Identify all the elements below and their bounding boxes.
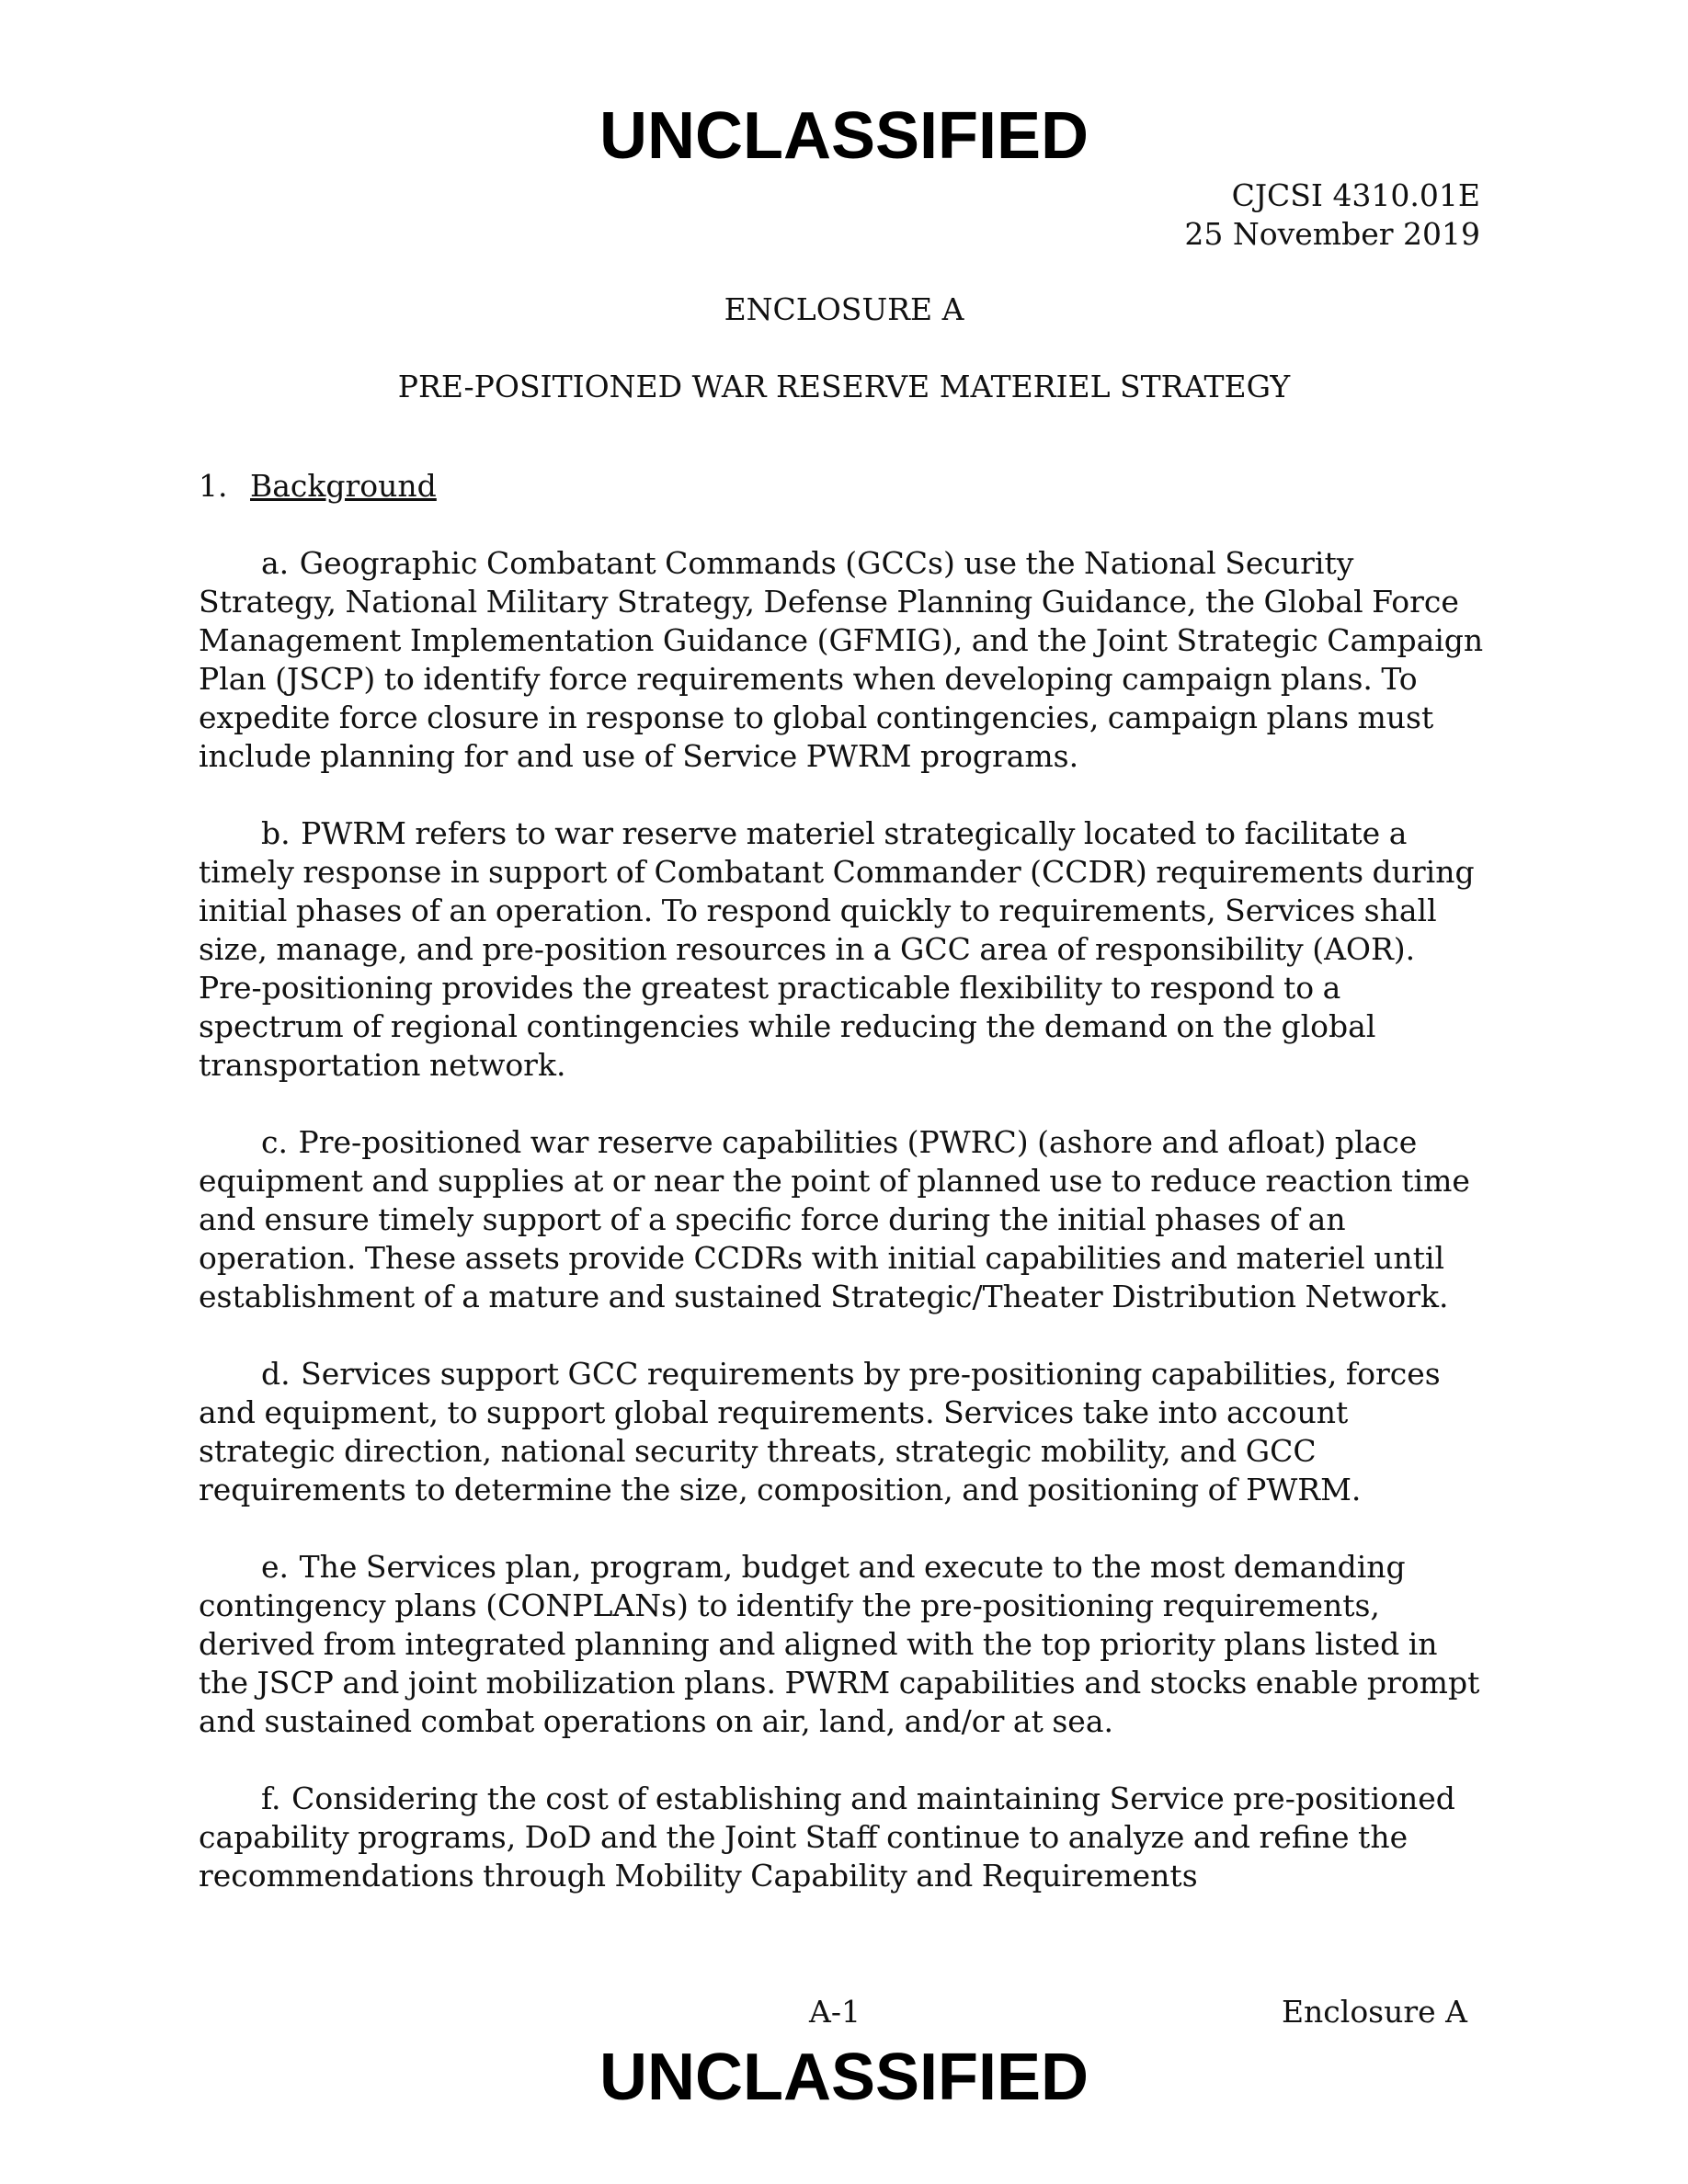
page-title: PRE-POSITIONED WAR RESERVE MATERIEL STRATEGY [397, 369, 1291, 404]
enclosure-label: ENCLOSURE A [724, 291, 964, 327]
paragraph-text: Considering the cost of establishing and maintaining Service pre-positioned capability programs, DoD and the Joint Staff continue to analyze and refine the recommendations through Mobility Capability and Requirements [199, 1780, 1455, 1894]
section-heading [199, 467, 1486, 506]
document-identifier [1184, 176, 1480, 254]
classification-banner-bottom: UNCLASSIFIED [599, 2041, 1089, 2114]
paragraph-text: Geographic Combatant Commands (GCCs) use the National Security Strategy, National Military Strategy, Defense Planning Guidance, the Global Force Management Implementation Guidance (GFMIG), and the Joint Strategic Campaign Plan (JSCP) to identify force requirements when developing campaign plans. To expedite force closure in response to global contingencies, campaign plans must include planning for and use of Service PWRM programs. [199, 545, 1484, 774]
paragraph-letter: a. [261, 545, 290, 581]
paragraph-d [199, 1355, 1486, 1509]
paragraph-c [199, 1123, 1486, 1316]
paragraph-letter: f. [261, 1780, 281, 1816]
document-body [199, 467, 1486, 1934]
section-number: 1. [199, 468, 228, 504]
document-number: CJCSI 4310.01E [1231, 177, 1480, 213]
paragraph-letter: b. [261, 815, 291, 851]
paragraph-letter: c. [261, 1124, 288, 1160]
paragraph-letter: d. [261, 1356, 291, 1392]
paragraph-b [199, 814, 1486, 1085]
paragraph-text: Pre-positioned war reserve capabilities (PWRC) (ashore and afloat) place equipment and supplies at or near the point of planned use to reduce reaction time and ensure timely support of a specific force during the initial phases of an operation. These assets provide CCDRs with initial capabilities and materiel until establishment of a mature and sustained Strategic/Theater Distribution Network. [199, 1124, 1470, 1314]
classification-banner-top: UNCLASSIFIED [599, 99, 1089, 173]
paragraph-a [199, 544, 1486, 776]
footer-enclosure-label: Enclosure A [1281, 1994, 1467, 2030]
page-number: A-1 [809, 1994, 861, 2030]
paragraph-text: Services support GCC requirements by pre-positioning capabilities, forces and equipment, to support global requirements. Services take into account strategic direction, national security threats, strategic mobility, and GCC requirements to determine the size, composition, and positioning of PWRM. [199, 1356, 1441, 1507]
paragraph-text: The Services plan, program, budget and execute to the most demanding contingency plans (CONPLANs) to identify the pre-positioning requirements, derived from integrated planning and aligned with the top priority plans listed in the JSCP and joint mobilization plans. PWRM capabilities and stocks enable prompt and sustained combat operations on air, land, and/or at sea. [199, 1549, 1480, 1739]
paragraph-text: PWRM refers to war reserve materiel strategically located to facilitate a timely response in support of Combatant Commander (CCDR) requirements during initial phases of an operation. To respond quickly to requirements, Services shall size, manage, and pre-position resources in a GCC area of responsibility (AOR). Pre-positioning provides the greatest practicable flexibility to respond to a spectrum of regional contingencies while reducing the demand on the global transportation network. [199, 815, 1475, 1083]
paragraph-f [199, 1780, 1486, 1895]
paragraph-e [199, 1548, 1486, 1741]
section-heading-label: Background [250, 468, 437, 504]
paragraph-letter: e. [261, 1549, 290, 1585]
document-date: 25 November 2019 [1184, 216, 1480, 252]
